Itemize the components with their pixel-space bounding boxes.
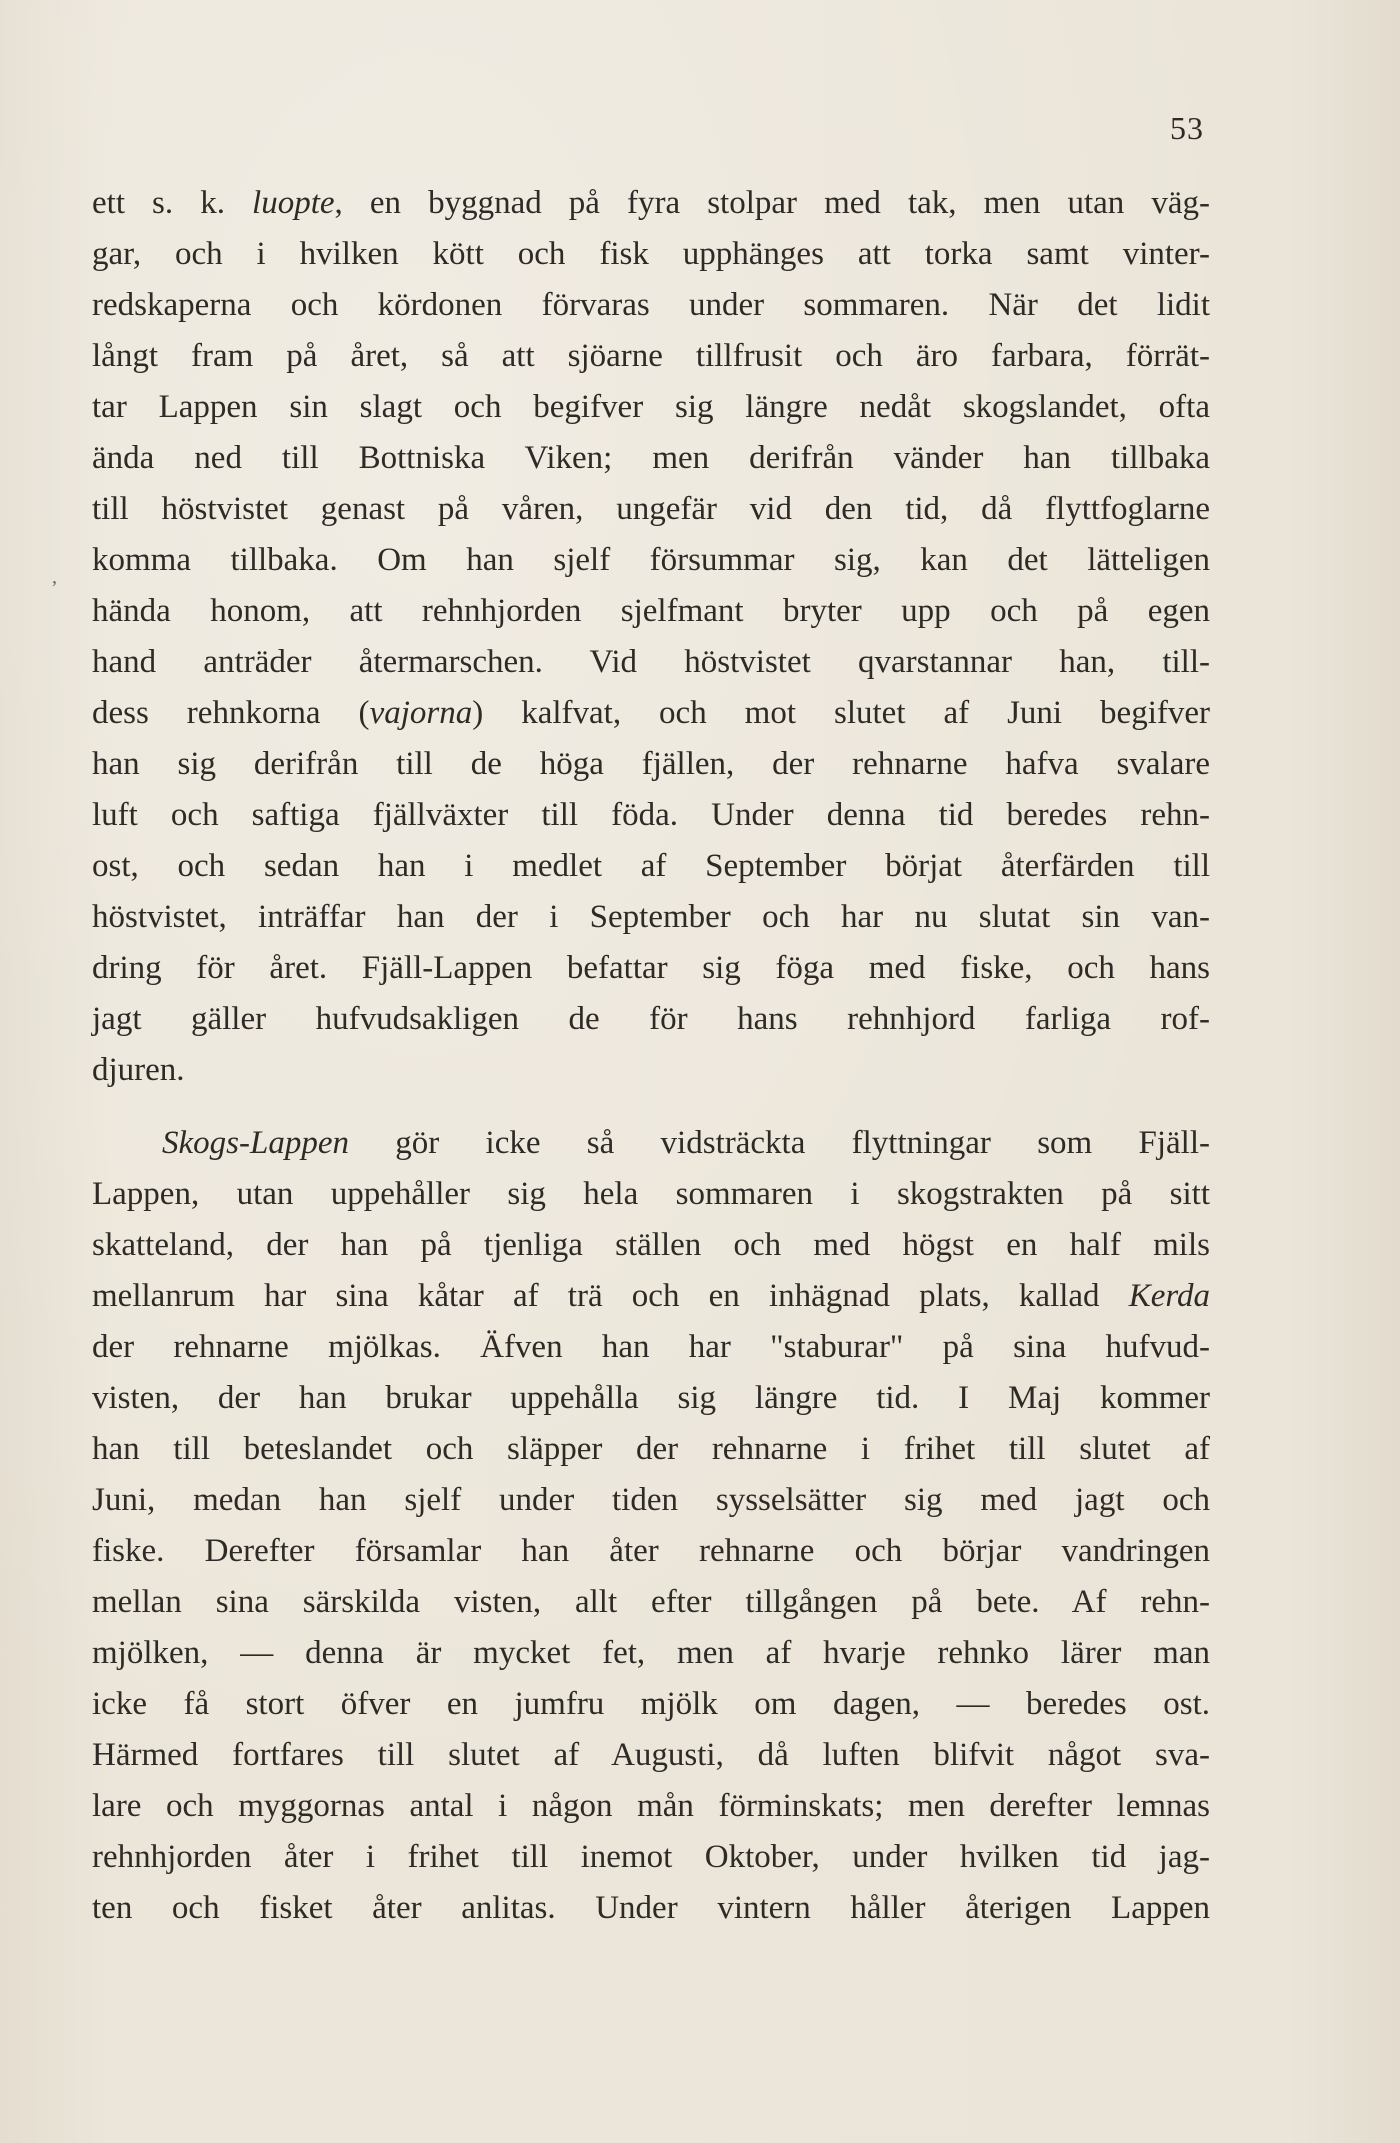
page-number: 53 [1170, 110, 1204, 146]
text-line: långt fram på året, så att sjöarne tillfrusit och äro farbara, förrät- [92, 338, 1210, 374]
text-line: Juni, medan han sjelf under tiden sysselsätter sig med jagt och [92, 1482, 1210, 1518]
text-line: dring för året. Fjäll-Lappen befattar sig föga med fiske, och hans [92, 950, 1210, 986]
text-line: Skogs-Lappen gör icke så vidsträckta flyttningar som Fjäll- [162, 1125, 1210, 1161]
text-line: dess rehnkorna (vajorna) kalfvat, och mot slutet af Juni begifver [92, 695, 1211, 731]
text-line: tar Lappen sin slagt och begifver sig längre nedåt skogslandet, ofta [92, 389, 1210, 425]
paragraph-2 [92, 1118, 1210, 1934]
text-line: hand anträder återmarschen. Vid höstvistet qvarstannar han, till- [92, 644, 1210, 680]
text-line: Lappen, utan uppehåller sig hela sommaren i skogstrakten på sitt [92, 1176, 1210, 1212]
text-line: luft och saftiga fjällväxter till föda. Under denna tid beredes rehn- [92, 797, 1210, 833]
text-line: Härmed fortfares till slutet af Augusti, då luften blifvit något sva- [92, 1737, 1210, 1773]
text-line: rehnhjorden åter i frihet till inemot Oktober, under hvilken tid jag- [92, 1839, 1210, 1875]
text-line: ost, och sedan han i medlet af September börjat återfärden till [92, 848, 1210, 884]
text-line: der rehnarne mjölkas. Äfven han har "staburar" på sina hufvud- [92, 1329, 1210, 1365]
text-line: mellanrum har sina kåtar af trä och en inhägnad plats, kallad Kerda [92, 1278, 1210, 1314]
text-line: skatteland, der han på tjenliga ställen och med högst en half mils [92, 1227, 1210, 1263]
text-line: redskaperna och kördonen förvaras under sommaren. När det lidit [92, 287, 1210, 323]
text-line: ett s. k. luopte, en byggnad på fyra stolpar med tak, men utan väg- [92, 185, 1211, 221]
text-line: komma tillbaka. Om han sjelf försummar sig, kan det lätteligen [92, 542, 1210, 578]
margin-mark: , [52, 566, 57, 588]
text-line: han till beteslandet och släpper der rehnarne i frihet till slutet af [92, 1431, 1210, 1467]
text-line: gar, och i hvilken kött och fisk upphänges att torka samt vinter- [92, 236, 1210, 272]
paragraph-gap [92, 1096, 1210, 1118]
text-line: djuren. [92, 1052, 185, 1088]
text-line: till höstvistet genast på våren, ungefär vid den tid, då flyttfoglarne [92, 491, 1210, 527]
text-line: lare och myggornas antal i någon mån förminskats; men derefter lemnas [92, 1788, 1210, 1824]
text-line: mjölken, — denna är mycket fet, men af hvarje rehnko lärer man [92, 1635, 1210, 1671]
text-line: höstvistet, inträffar han der i September och har nu slutat sin van- [92, 899, 1210, 935]
text-line: jagt gäller hufvudsakligen de för hans rehnhjord farliga rof- [92, 1001, 1210, 1037]
text-line: icke få stort öfver en jumfru mjölk om dagen, — beredes ost. [92, 1686, 1210, 1722]
text-line: han sig derifrån till de höga fjällen, der rehnarne hafva svalare [92, 746, 1210, 782]
text-line: fiske. Derefter församlar han åter rehnarne och börjar vandringen [92, 1533, 1210, 1569]
body-text [92, 178, 1210, 1934]
text-line: ända ned till Bottniska Viken; men derifrån vänder han tillbaka [92, 440, 1210, 476]
text-line: hända honom, att rehnhjorden sjelfmant bryter upp och på egen [92, 593, 1210, 629]
text-line: ten och fisket åter anlitas. Under vintern håller återigen Lappen [92, 1890, 1210, 1926]
text-line: visten, der han brukar uppehålla sig längre tid. I Maj kommer [92, 1380, 1210, 1416]
paragraph-1 [92, 178, 1210, 1096]
text-line: mellan sina särskilda visten, allt efter tillgången på bete. Af rehn- [92, 1584, 1210, 1620]
